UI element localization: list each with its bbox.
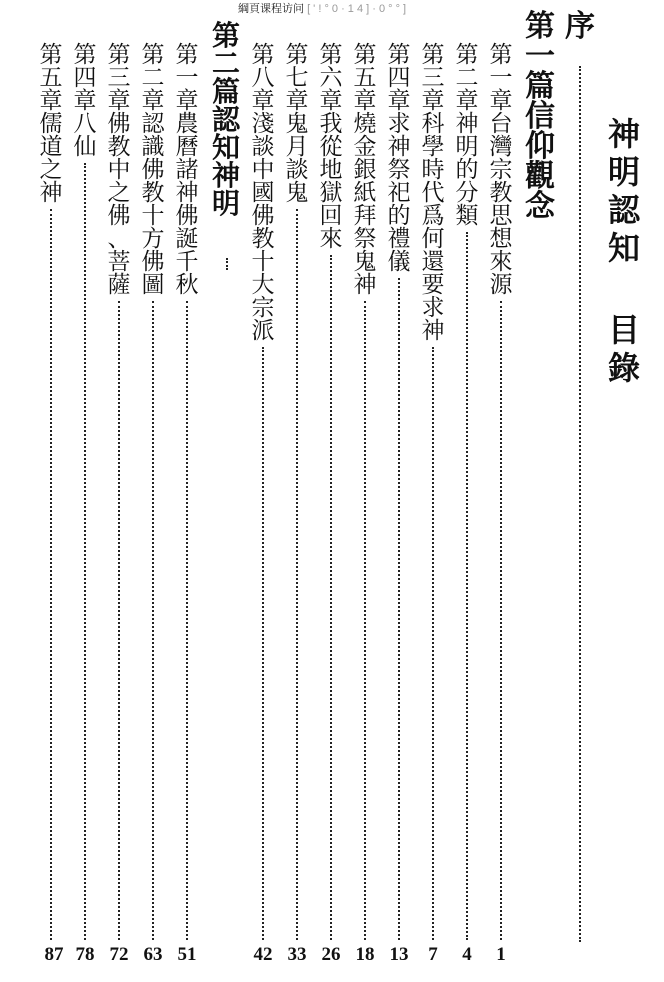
glyph: 章 bbox=[421, 88, 445, 114]
entry-title bbox=[40, 44, 63, 205]
page-number: 4 bbox=[462, 944, 472, 965]
dot-leader bbox=[330, 255, 332, 940]
glyph: 中 bbox=[107, 157, 131, 183]
glyph: 第 bbox=[353, 42, 377, 68]
toc-entry[interactable] bbox=[102, 0, 136, 982]
glyph: 鬼 bbox=[285, 111, 309, 137]
toc-entry[interactable] bbox=[170, 0, 204, 982]
dot-leader bbox=[50, 209, 52, 940]
page-number: 1 bbox=[496, 944, 506, 965]
dot-leader bbox=[432, 347, 434, 940]
glyph: 神 bbox=[608, 115, 641, 153]
entry-title bbox=[422, 44, 445, 343]
glyph: 信 bbox=[525, 99, 555, 134]
glyph: 的 bbox=[455, 157, 479, 183]
glyph: 大 bbox=[251, 272, 275, 298]
glyph: 銀 bbox=[353, 157, 377, 183]
toc-entry[interactable] bbox=[136, 0, 170, 982]
glyph: 燒 bbox=[353, 111, 377, 137]
glyph: 目 bbox=[608, 311, 641, 349]
glyph: 明 bbox=[608, 153, 641, 191]
glyph: 諸 bbox=[175, 157, 199, 183]
toc-entry[interactable] bbox=[382, 0, 416, 982]
page-number: 51 bbox=[177, 944, 197, 965]
dot-leader bbox=[466, 232, 468, 940]
glyph: 菩 bbox=[107, 249, 131, 275]
glyph: 從 bbox=[319, 134, 343, 160]
toc-entry[interactable] bbox=[314, 0, 348, 982]
page-number: 63 bbox=[143, 944, 163, 965]
glyph: 誕 bbox=[175, 226, 199, 252]
dot-leader bbox=[186, 301, 188, 940]
glyph: 爲 bbox=[421, 203, 445, 229]
glyph: 認 bbox=[211, 103, 240, 136]
glyph: 求 bbox=[421, 295, 445, 321]
glyph: 念 bbox=[525, 189, 555, 224]
glyph: 科 bbox=[421, 111, 445, 137]
glyph: 國 bbox=[251, 180, 275, 206]
page-number: 72 bbox=[109, 944, 129, 965]
glyph: 章 bbox=[175, 88, 199, 114]
glyph: 第 bbox=[525, 9, 555, 44]
glyph: 佛 bbox=[141, 157, 165, 183]
toc-entry[interactable] bbox=[450, 0, 484, 982]
glyph: 第 bbox=[489, 42, 513, 68]
glyph: 方 bbox=[141, 226, 165, 252]
watermark-label: 綱頁课程访问 bbox=[238, 3, 304, 15]
glyph: 祭 bbox=[387, 157, 411, 183]
glyph: 教 bbox=[141, 180, 165, 206]
glyph: 台 bbox=[489, 111, 513, 137]
glyph: 獄 bbox=[319, 180, 343, 206]
glyph: 仙 bbox=[73, 134, 97, 160]
glyph: 錄 bbox=[608, 349, 641, 387]
glyph: 仰 bbox=[525, 129, 555, 164]
entry-title bbox=[252, 44, 275, 343]
glyph: 五 bbox=[39, 65, 63, 91]
glyph: 三 bbox=[107, 65, 131, 91]
glyph: 認 bbox=[608, 191, 641, 229]
glyph: 神 bbox=[175, 180, 199, 206]
glyph: 第 bbox=[251, 42, 275, 68]
glyph: 第 bbox=[211, 19, 240, 52]
glyph: 二 bbox=[211, 47, 240, 80]
page-number: 87 bbox=[44, 944, 64, 965]
page-number: 42 bbox=[253, 944, 273, 965]
entry-title bbox=[388, 44, 411, 274]
glyph: 分 bbox=[455, 180, 479, 206]
glyph: 知 bbox=[608, 229, 641, 267]
toc-entry[interactable] bbox=[68, 0, 102, 982]
glyph: 佛 bbox=[107, 203, 131, 229]
toc-entry[interactable] bbox=[348, 0, 382, 982]
dot-leader bbox=[579, 66, 581, 942]
glyph: 第 bbox=[141, 42, 165, 68]
glyph: 類 bbox=[455, 203, 479, 229]
glyph: 第 bbox=[39, 42, 63, 68]
glyph: 章 bbox=[73, 88, 97, 114]
glyph: 何 bbox=[421, 226, 445, 252]
dot-leader bbox=[152, 301, 154, 940]
glyph: 三 bbox=[421, 65, 445, 91]
glyph: 之 bbox=[107, 180, 131, 206]
glyph: 代 bbox=[421, 180, 445, 206]
dot-leader bbox=[398, 278, 400, 940]
entry-title bbox=[320, 44, 343, 251]
glyph: 淺 bbox=[251, 111, 275, 137]
entry-title bbox=[490, 44, 513, 297]
glyph: 圖 bbox=[141, 272, 165, 298]
book-title-suffix bbox=[608, 311, 641, 390]
glyph: 道 bbox=[39, 134, 63, 160]
glyph: 五 bbox=[353, 65, 377, 91]
page-number: 33 bbox=[287, 944, 307, 965]
glyph: 第 bbox=[175, 42, 199, 68]
glyph: 第 bbox=[285, 42, 309, 68]
glyph: 之 bbox=[39, 157, 63, 183]
part-heading-2 bbox=[206, 0, 246, 982]
glyph: 祀 bbox=[387, 180, 411, 206]
entry-title bbox=[142, 44, 165, 297]
glyph: 明 bbox=[455, 134, 479, 160]
entry-title bbox=[456, 44, 479, 228]
glyph: 千 bbox=[175, 249, 199, 275]
glyph: 宗 bbox=[489, 157, 513, 183]
glyph: 八 bbox=[251, 65, 275, 91]
glyph: 佛 bbox=[107, 111, 131, 137]
glyph: 十 bbox=[141, 203, 165, 229]
glyph: 秋 bbox=[175, 272, 199, 298]
book-title-text bbox=[608, 115, 641, 270]
entry-title bbox=[108, 44, 131, 297]
page-number: 26 bbox=[321, 944, 341, 965]
dot-leader bbox=[296, 209, 298, 940]
glyph: 源 bbox=[489, 272, 513, 298]
watermark-code: [ ' ! ° 0 · 1 4 ] · 0 ° ° ] bbox=[307, 3, 407, 15]
glyph: 章 bbox=[251, 88, 275, 114]
glyph: 認 bbox=[141, 111, 165, 137]
glyph: 章 bbox=[285, 88, 309, 114]
glyph: 來 bbox=[489, 249, 513, 275]
glyph: 六 bbox=[319, 65, 343, 91]
toc-entry[interactable] bbox=[246, 0, 280, 982]
glyph: 求 bbox=[387, 111, 411, 137]
glyph: 二 bbox=[141, 65, 165, 91]
glyph: 識 bbox=[141, 134, 165, 160]
glyph: 神 bbox=[455, 111, 479, 137]
glyph: 時 bbox=[421, 157, 445, 183]
glyph: 月 bbox=[285, 134, 309, 160]
glyph: 農 bbox=[175, 111, 199, 137]
glyph: 曆 bbox=[175, 134, 199, 160]
glyph: 七 bbox=[285, 65, 309, 91]
glyph: 中 bbox=[251, 157, 275, 183]
glyph: 神 bbox=[39, 180, 63, 206]
part-title bbox=[525, 9, 555, 224]
glyph: 第 bbox=[387, 42, 411, 68]
glyph: 二 bbox=[455, 65, 479, 91]
glyph: 教 bbox=[107, 134, 131, 160]
glyph: 四 bbox=[73, 65, 97, 91]
glyph: 序 bbox=[565, 9, 595, 44]
glyph: 神 bbox=[211, 159, 240, 192]
toc-entry[interactable] bbox=[484, 0, 518, 982]
glyph: 要 bbox=[421, 272, 445, 298]
glyph: 我 bbox=[319, 111, 343, 137]
entry-title bbox=[176, 44, 199, 297]
glyph: 教 bbox=[251, 226, 275, 252]
page-number: 78 bbox=[75, 944, 95, 965]
glyph: 學 bbox=[421, 134, 445, 160]
glyph: 紙 bbox=[353, 180, 377, 206]
page-number: 18 bbox=[355, 944, 375, 965]
glyph: 一 bbox=[489, 65, 513, 91]
glyph: 禮 bbox=[387, 226, 411, 252]
glyph: 章 bbox=[141, 88, 165, 114]
glyph: 灣 bbox=[489, 134, 513, 160]
dot-leader bbox=[84, 163, 86, 940]
glyph: 神 bbox=[353, 272, 377, 298]
glyph: 的 bbox=[387, 203, 411, 229]
glyph: 四 bbox=[387, 65, 411, 91]
glyph: 十 bbox=[251, 249, 275, 275]
glyph: 鬼 bbox=[353, 249, 377, 275]
part-title bbox=[211, 19, 240, 220]
page-number: 7 bbox=[428, 944, 438, 965]
glyph: 回 bbox=[319, 203, 343, 229]
glyph: 第 bbox=[107, 42, 131, 68]
toc-entry-preface[interactable] bbox=[560, 0, 600, 982]
glyph: 思 bbox=[489, 203, 513, 229]
dot-leader bbox=[500, 301, 502, 940]
glyph: 談 bbox=[251, 134, 275, 160]
toc-entry[interactable] bbox=[280, 0, 314, 982]
glyph: 還 bbox=[421, 249, 445, 275]
glyph: 第 bbox=[421, 42, 445, 68]
glyph: 地 bbox=[319, 157, 343, 183]
glyph: 明 bbox=[211, 187, 240, 220]
glyph: 、 bbox=[107, 226, 131, 252]
glyph: 想 bbox=[489, 226, 513, 252]
glyph: 知 bbox=[211, 131, 240, 164]
entry-title bbox=[286, 44, 309, 205]
glyph: 佛 bbox=[175, 203, 199, 229]
glyph: 觀 bbox=[525, 159, 555, 194]
glyph: 章 bbox=[387, 88, 411, 114]
glyph: 金 bbox=[353, 134, 377, 160]
glyph: 鬼 bbox=[285, 180, 309, 206]
glyph: 神 bbox=[387, 134, 411, 160]
dot-leader bbox=[364, 301, 366, 940]
glyph: 第 bbox=[319, 42, 343, 68]
glyph: 章 bbox=[319, 88, 343, 114]
glyph: 儀 bbox=[387, 249, 411, 275]
glyph: 佛 bbox=[141, 249, 165, 275]
glyph: 談 bbox=[285, 157, 309, 183]
glyph: 來 bbox=[319, 226, 343, 252]
glyph: 佛 bbox=[251, 203, 275, 229]
glyph: 祭 bbox=[353, 226, 377, 252]
glyph: 拜 bbox=[353, 203, 377, 229]
page-number: 13 bbox=[389, 944, 409, 965]
glyph: 第 bbox=[73, 42, 97, 68]
glyph: 第 bbox=[455, 42, 479, 68]
dot-leader bbox=[226, 258, 228, 270]
book-title bbox=[608, 115, 641, 390]
glyph: 篇 bbox=[525, 69, 555, 104]
entry-title bbox=[565, 9, 595, 44]
glyph: 宗 bbox=[251, 295, 275, 321]
toc-entry[interactable] bbox=[416, 0, 450, 982]
dot-leader bbox=[262, 347, 264, 940]
glyph: 篇 bbox=[211, 75, 240, 108]
glyph: 一 bbox=[175, 65, 199, 91]
glyph: 神 bbox=[421, 318, 445, 344]
glyph: 章 bbox=[455, 88, 479, 114]
dot-leader bbox=[118, 301, 120, 940]
glyph: 一 bbox=[525, 39, 555, 74]
glyph: 儒 bbox=[39, 111, 63, 137]
entry-title bbox=[74, 44, 97, 159]
glyph: 章 bbox=[107, 88, 131, 114]
part-heading-1 bbox=[520, 0, 560, 982]
glyph: 章 bbox=[353, 88, 377, 114]
glyph: 派 bbox=[251, 318, 275, 344]
glyph: 八 bbox=[73, 111, 97, 137]
entry-title bbox=[354, 44, 377, 297]
glyph: 章 bbox=[39, 88, 63, 114]
toc-entry[interactable] bbox=[34, 0, 68, 982]
glyph: 薩 bbox=[107, 272, 131, 298]
glyph: 章 bbox=[489, 88, 513, 114]
glyph: 教 bbox=[489, 180, 513, 206]
